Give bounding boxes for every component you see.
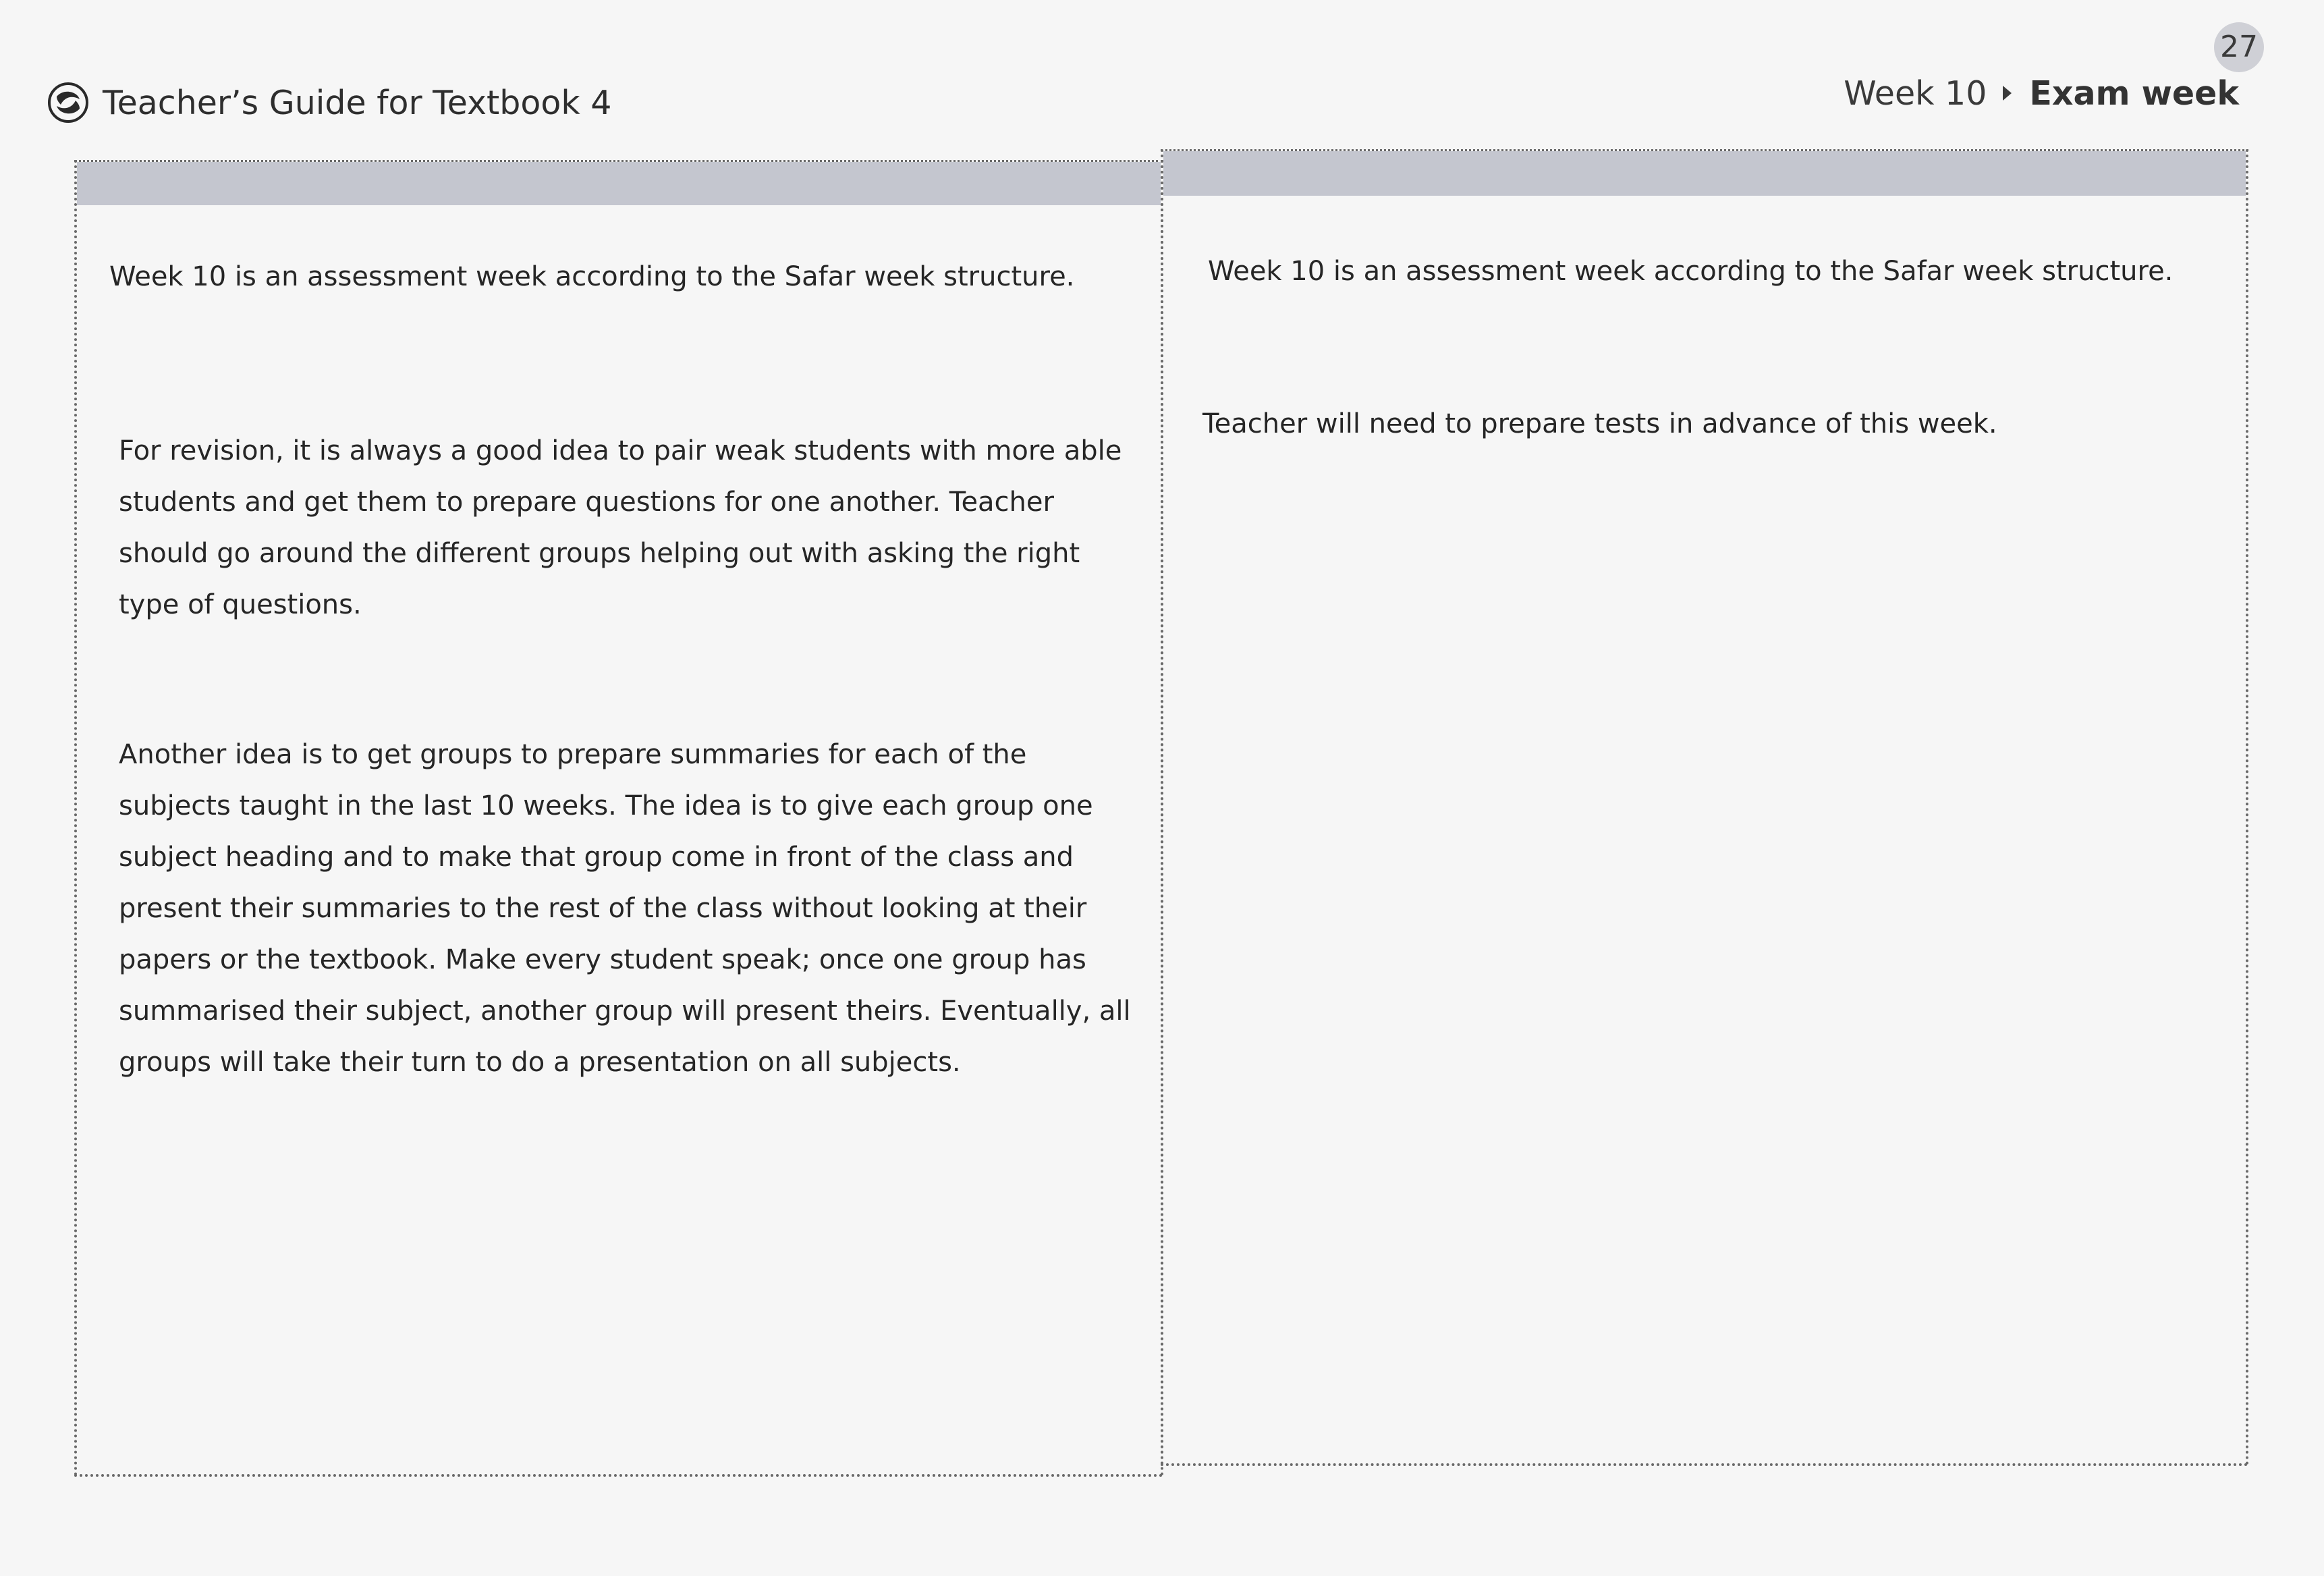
- panel-header-band: [77, 162, 1161, 205]
- left-paragraph-2: For revision, it is always a good idea to pair weak students with more able students and get them to prepare questions for one another. Teacher should go around the different groups helping out with asking the right type of questions.: [119, 435, 1122, 620]
- running-header: [47, 74, 611, 131]
- chevron-right-icon: [2003, 86, 2012, 101]
- section-title: Exam week: [2029, 74, 2239, 113]
- breadcrumb: [1844, 67, 2239, 119]
- page-number: 27: [2214, 22, 2264, 72]
- publisher-logo-icon: [47, 82, 89, 124]
- right-paragraph-1: Week 10 is an assessment week according to the Safar week structure.: [1208, 256, 2174, 287]
- left-paragraph-1: Week 10 is an assessment week according to the Safar week structure.: [109, 261, 1075, 292]
- panel-header-band: [1163, 151, 2246, 196]
- right-paragraph-2: Teacher will need to prepare tests in advance of this week.: [1202, 408, 1997, 439]
- right-panel: [1161, 149, 2248, 1466]
- left-panel: [74, 160, 1163, 1477]
- guide-title: Teacher’s Guide for Textbook 4: [103, 83, 612, 122]
- week-label: Week 10: [1844, 74, 1987, 113]
- left-paragraph-3: Another idea is to get groups to prepare summaries for each of the subjects taught in the last 10 weeks. The idea is to give each group one subject heading and to make that group come in front of the class and present their summaries to the rest of the class without looking at their papers or the textbook. Make every student speak; once one group has summarised their subject, another group will present theirs. Eventually, all groups will take their turn to do a presentation on all subjects.: [119, 739, 1131, 1078]
